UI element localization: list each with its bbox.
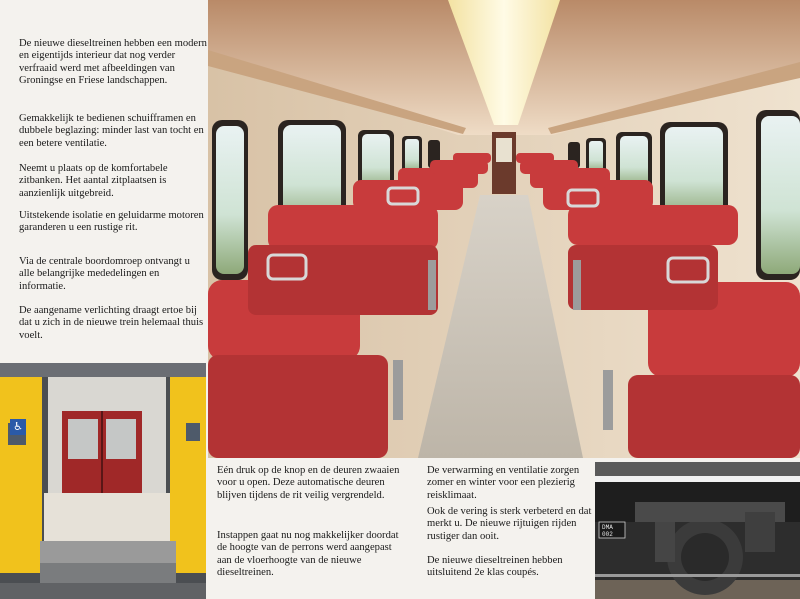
paragraph-heating: De verwarming en ventilatie zorgen zomer en winter voor een plezierig reisklimaat.	[427, 465, 580, 501]
door-photo	[0, 363, 206, 599]
paragraph-interior: De nieuwe dieseltreinen hebben een modern en eigentijds interieur dat nog verder verfraaid werd met afbeeldingen van Groningse en Friese landschappen.	[19, 38, 207, 87]
paragraph-announcements: Via de centrale boordomroep ontvangt u alle belangrijke mededelingen en informatie.	[19, 256, 190, 292]
paragraph-class: De nieuwe dieseltreinen hebben uitsluitend 2e klas coupés.	[427, 555, 563, 579]
paragraph-doors: Eén druk op de knop en de deuren zwaaien voor u open. Deze automatische deuren blijven tijdens de rit veilig vergrendeld.	[217, 465, 400, 501]
paragraph-boarding: Instappen gaat nu nog makkelijker doordat de hoogte van de perrons werd aangepast aan de vloerhoogte van de nieuwe dieseltreinen.	[217, 530, 399, 579]
plate-line-2: 002	[602, 531, 613, 538]
paragraph-lighting: De aangename verlichting draagt ertoe bij dat u zich in de nieuwe trein helemaal thuis voelt.	[19, 305, 204, 341]
interior-photo	[208, 0, 800, 458]
paragraph-suspension: Ook de vering is sterk verbeterd en dat merkt u. De nieuwe rijtuigen rijden rustiger dan ooit.	[427, 506, 592, 542]
bogie-photo	[595, 462, 800, 599]
paragraph-windows: Gemakkelijk te bedienen schuifframen en dubbele beglazing: minder last van tocht en een betere ventilatie.	[19, 113, 204, 149]
wheelchair-icon: ♿	[10, 419, 26, 435]
plate-line-1: DMA	[602, 524, 613, 531]
paragraph-isolation: Uitstekende isolatie en geluidarme motoren garanderen u een rustige rit.	[19, 210, 204, 234]
paragraph-seats: Neemt u plaats op de komfortabele zitbanken. Het aantal zitplaatsen is aanzienlijk uitgebreid.	[19, 163, 168, 199]
